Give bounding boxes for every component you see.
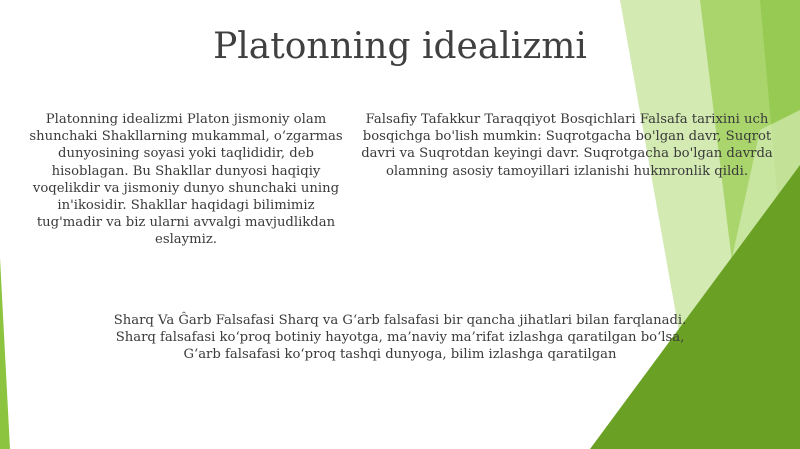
paragraph-platon-idealism: Platonning idealizmi Platon jismoniy olam shunchaki Shakllarning mukammal, o‘zgarmas dunyosining soyasi yoki taqlididir, deb hisoblagan. Bu Shakllar dunyosi haqiqiy voqelikdir va jismoniy dunyo shunchaki uning in'ikosidir. Shakllar haqidagi bilimimiz tug'madir va biz ularni avvalgi mavjudlikdan eslaymiz. bbox=[29, 112, 343, 248]
slide-title: Platonning idealizmi bbox=[213, 26, 587, 67]
paragraph-philosophy-stages: Falsafiy Tafakkur Taraqqiyot Bosqichlari Falsafa tarixini uch bosqichga bo'lish mumkin: Suqrotgacha bo'lgan davr, Suqrot davri va Suqrotdan keyingi davr. Suqrotgacha bo'lgan davrda olamning asosiy tamoyillari izlanishi hukmronlik qildi. bbox=[361, 112, 773, 179]
paragraph-east-west-philosophy: Sharq Va Ĝarb Falsafasi Sharq va G‘arb falsafasi bir qancha jihatlari bilan farqlanadi. Sharq falsafasi ko‘proq botiniy hayotga, ma’naviy ma’rifat izlashga qaratilgan bo‘lsa, G‘arb falsafasi ko‘proq tashqi dunyoga, bilim izlashga qaratilgan bbox=[113, 313, 687, 363]
left-green-stripe bbox=[0, 258, 10, 449]
